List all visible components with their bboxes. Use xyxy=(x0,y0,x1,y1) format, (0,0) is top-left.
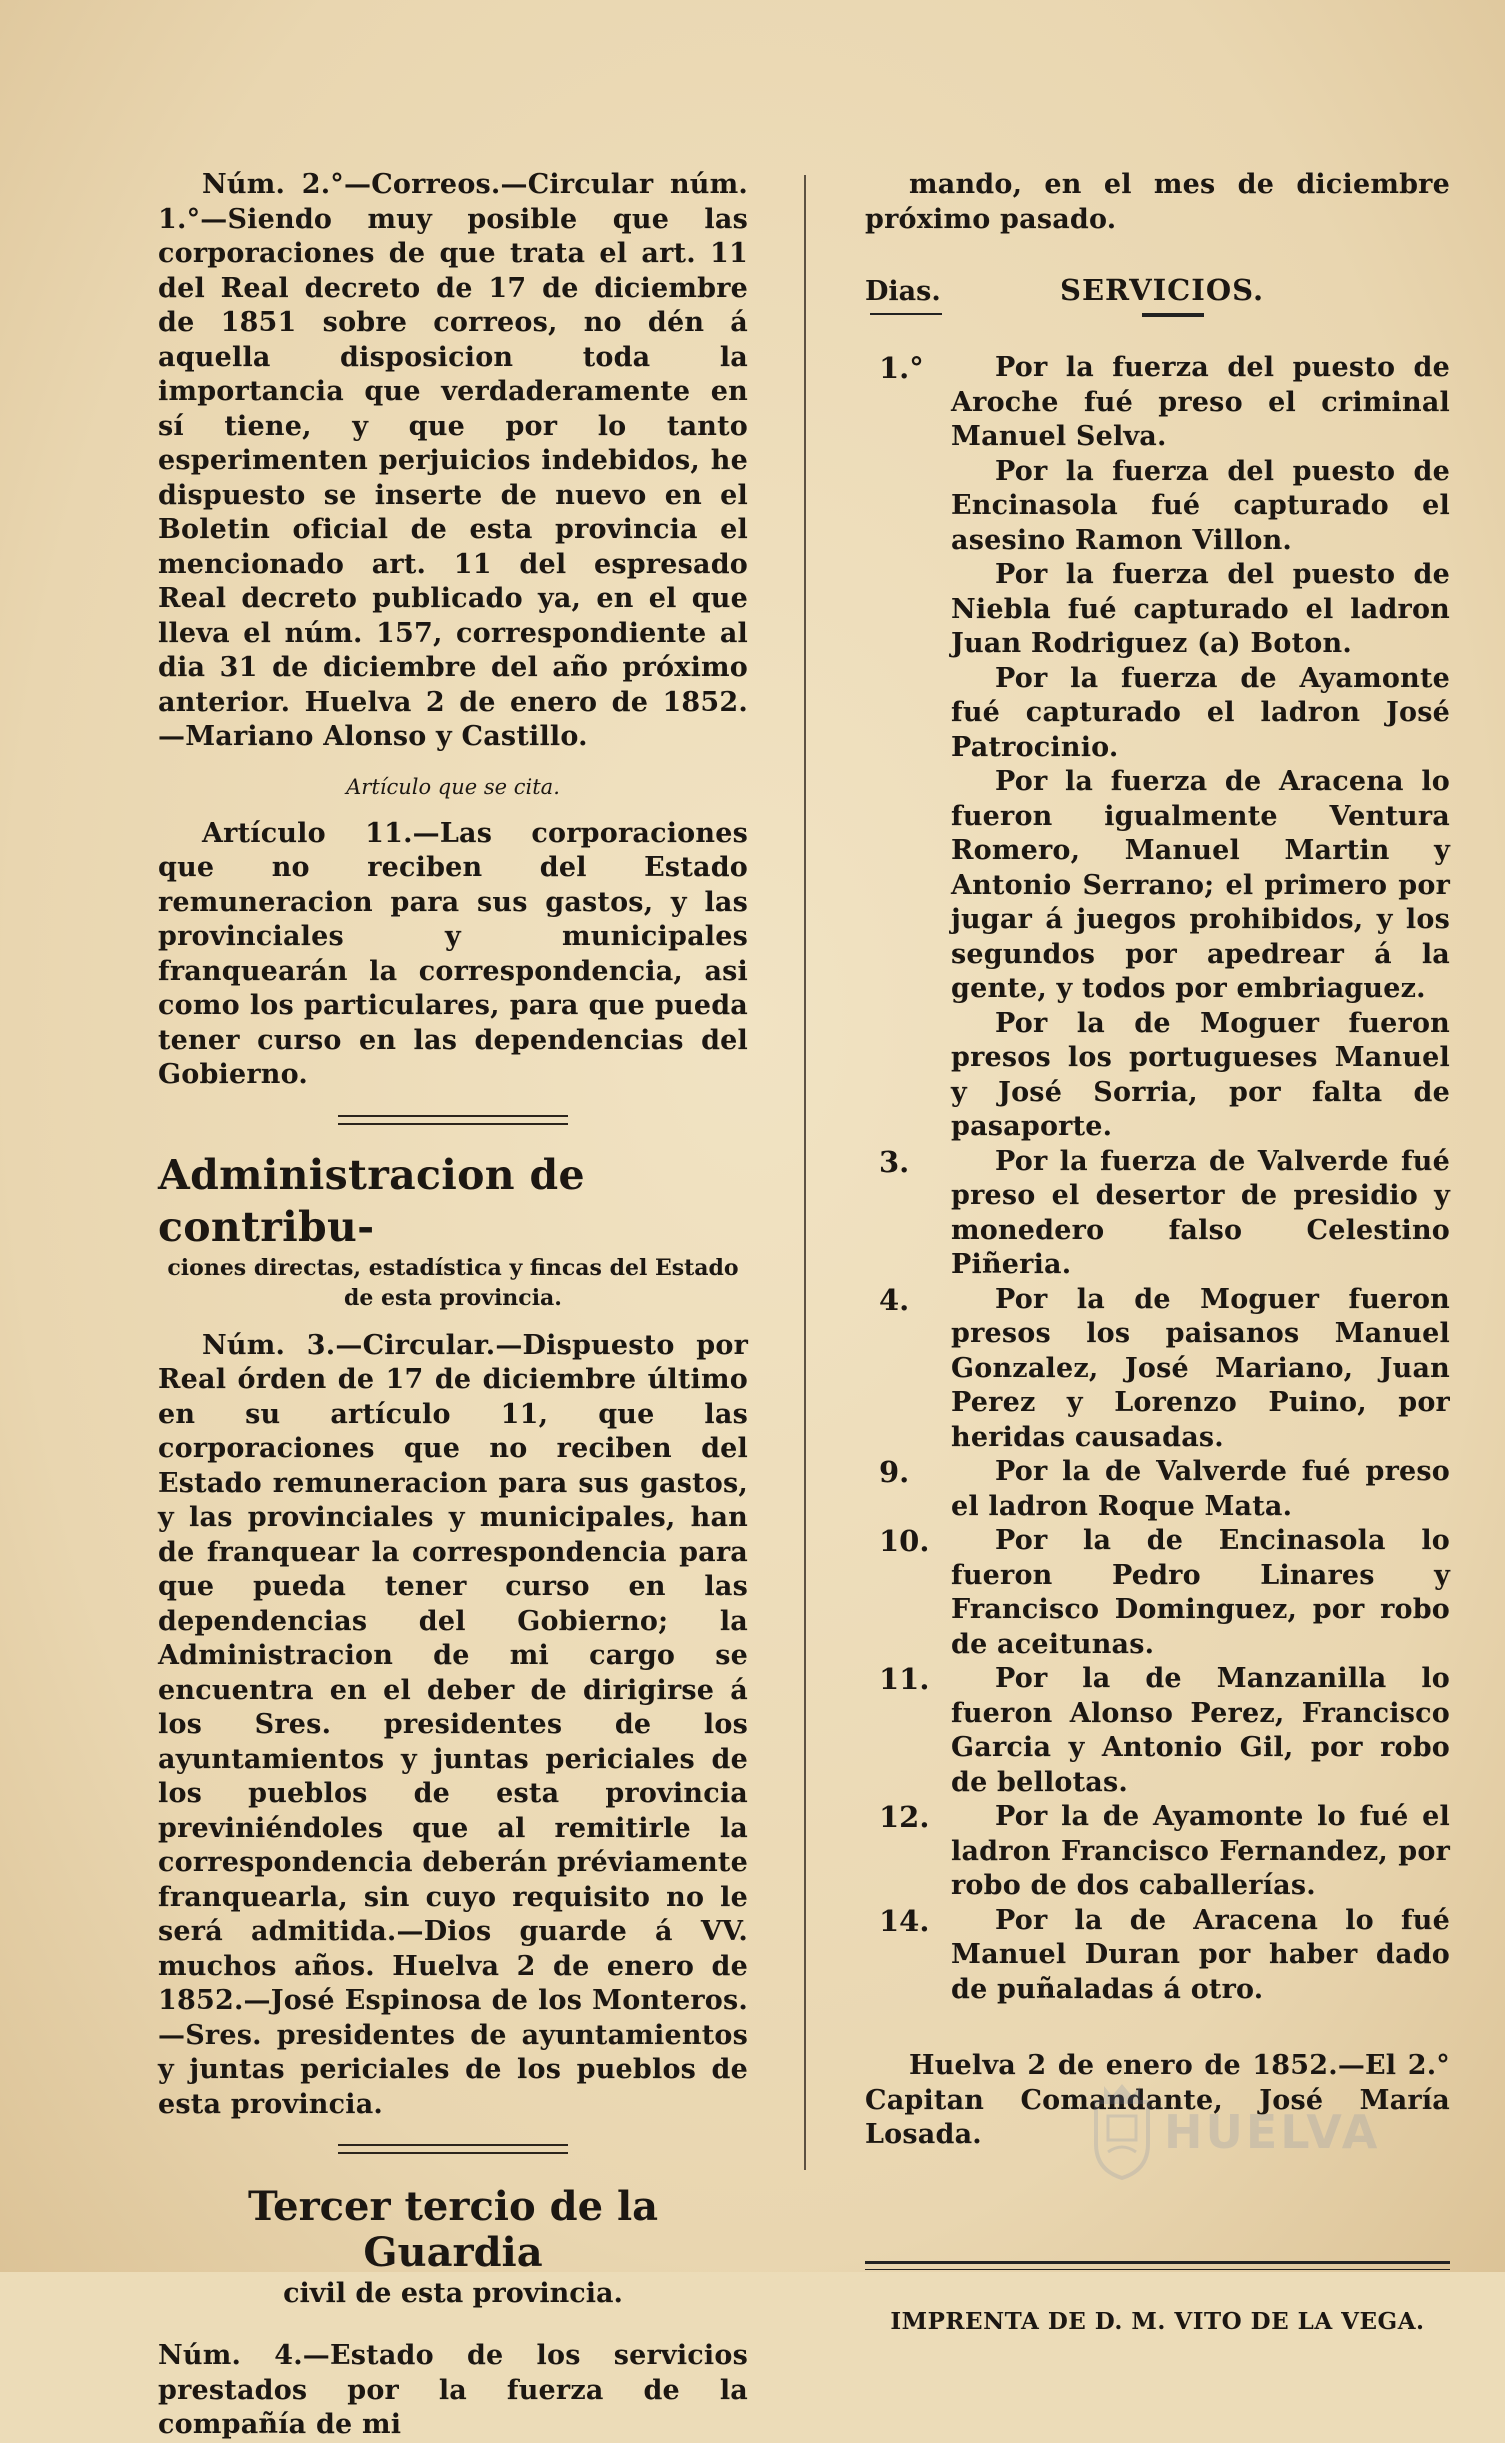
dias-label: Dias. xyxy=(865,276,941,307)
service-day xyxy=(865,1007,951,1145)
section-rule xyxy=(338,1115,568,1125)
articulo-caption: Artículo que se cita. xyxy=(346,774,560,799)
shield-crest-icon xyxy=(1090,2082,1154,2182)
footer-rule xyxy=(865,2261,1450,2270)
service-entry xyxy=(865,1662,1450,1800)
service-text: Por la de Encinasola lo fueron Pedro Linares y Francisco Dominguez, por robo de aceitunas. xyxy=(951,1525,1450,1660)
service-entry xyxy=(865,558,1450,662)
service-day: 14. xyxy=(879,1903,930,1938)
service-text: Por la de Manzanilla lo fueron Alonso Perez, Francisco Garcia y Antonio Gil, por robo de bellotas. xyxy=(951,1663,1450,1798)
service-day: 3. xyxy=(879,1144,910,1179)
service-entry xyxy=(865,1904,1450,2008)
service-day xyxy=(865,558,951,662)
service-text: Por la fuerza de Aracena lo fueron igualmente Ventura Romero, Manuel Martin y Antonio Serrano; el primero por jugar á juegos prohibidos, y los segundos por apedrear á la gente, y todos por embriaguez. xyxy=(951,766,1450,1004)
service-day: 1.° xyxy=(879,351,924,385)
printer-imprint: IMPRENTA DE D. M. VITO DE LA VEGA. xyxy=(890,2307,1425,2335)
service-entry xyxy=(865,1145,1450,1283)
correos-circular: Núm. 2.°—Correos.—Circular núm. 1.°—Siendo muy posible que las corporaciones de que trata el art. 11 del Real decreto de 17 de diciembre de 1851 sobre correos, no dén á aquella disposicion toda la importancia que verdaderamente en sí tiene, y que por lo tanto esperimenten perjuicios indebidos, he dispuesto se inserte de nuevo en el Boletin oficial de esta provincia el mencionado art. 11 del espresado Real decreto publicado ya, en el que lleva el núm. 157, correspondiente al dia 31 de diciembre del año próximo anterior. Huelva 2 de enero de 1852. —Mariano Alonso y Castillo. xyxy=(158,169,748,752)
header-underlines xyxy=(865,313,1450,317)
admin-subheading: ciones directas, estadística y fincas del Estado de esta provincia. xyxy=(167,1254,739,1311)
service-day xyxy=(865,765,951,1007)
left-column xyxy=(158,168,748,2443)
continuation-text: mando, en el mes de diciembre próximo pasado. xyxy=(865,169,1450,235)
huelva-watermark xyxy=(1090,2082,1380,2182)
service-text: Por la fuerza del puesto de Encinasola fué capturado el asesino Ramon Villon. xyxy=(951,455,1450,556)
servicios-underline xyxy=(1142,313,1204,317)
service-day xyxy=(865,662,951,766)
admin-heading: Administracion de contribu- xyxy=(158,1150,585,1251)
services-list xyxy=(865,351,1450,2007)
service-day: 11. xyxy=(879,1662,930,1696)
service-text: Por la de Aracena lo fué Manuel Duran por haber dado de puñaladas á otro. xyxy=(951,1904,1450,2005)
circular-3-text: Núm. 3.—Circular.—Dispuesto por Real órden de 17 de diciembre último en su artículo 11, que las corporaciones que no reciben del Estado remuneracion para sus gastos, y las provinciales y municipales, han de franquear la correspondencia para que pueda tener curso en las dependencias del Gobierno; la Administracion de mi cargo se encuentra en el deber de dirigirse á los Sres. presidentes de los ayuntamientos y juntas periciales de los pueblos de esta provincia previniéndoles que al remitirle la correspondencia deberán préviamente franquearla, sin cuyo requisito no le será admitida.—Dios guarde á VV. muchos años. Huelva 2 de enero de 1852.—José Espinosa de los Monteros.—Sres. presidentes de ayuntamientos y juntas periciales de los pueblos de esta provincia. xyxy=(158,1329,748,2120)
section-rule xyxy=(338,2144,568,2154)
service-day: 10. xyxy=(879,1524,930,1558)
service-text: Por la de Ayamonte lo fué el ladron Francisco Fernandez, por robo de dos caballerías. xyxy=(951,1801,1450,1901)
guardia-heading: Tercer tercio de la Guardia xyxy=(247,2183,659,2276)
service-text: Por la fuerza de Valverde fué preso el desertor de presidio y monedero falso Celestino Piñeria. xyxy=(951,1145,1450,1280)
service-text: Por la fuerza del puesto de Aroche fué preso el criminal Manuel Selva. xyxy=(951,352,1450,452)
signoff-text: Huelva 2 de enero de 1852.—El 2.° Capitan Comandante, José María Losada. xyxy=(865,2050,1450,2150)
service-day: 4. xyxy=(879,1282,910,1317)
dias-underline xyxy=(870,313,942,317)
service-entry xyxy=(865,1455,1450,1524)
guardia-subheading: civil de esta provincia. xyxy=(283,2278,623,2309)
service-day: 9. xyxy=(879,1455,910,1489)
service-day xyxy=(865,455,951,559)
num-4-text: Núm. 4.—Estado de los servicios prestados por la fuerza de la compañía de mi xyxy=(158,2340,748,2440)
servicios-label: SERVICIOS. xyxy=(1060,273,1265,307)
service-entry xyxy=(865,1283,1450,1456)
service-text: Por la de Moguer fueron presos los paisanos Manuel Gonzalez, José Mariano, Juan Perez y Lorenzo Puino, por heridas causadas. xyxy=(951,1283,1450,1453)
service-entry xyxy=(865,662,1450,766)
service-entry xyxy=(865,351,1450,455)
service-text: Por la de Moguer fueron presos los portugueses Manuel y José Sorria, por falta de pasaporte. xyxy=(951,1007,1450,1142)
column-divider xyxy=(804,175,806,2170)
service-text: Por la fuerza de Ayamonte fué capturado el ladron José Patrocinio. xyxy=(951,662,1450,763)
service-entry xyxy=(865,1800,1450,1904)
right-column xyxy=(865,168,1450,2335)
services-header xyxy=(865,273,1450,307)
service-text: Por la de Valverde fué preso el ladron Roque Mata. xyxy=(951,1456,1450,1522)
service-entry xyxy=(865,765,1450,1007)
watermark-text: HUELVA xyxy=(1164,2105,1381,2159)
service-entry xyxy=(865,1524,1450,1662)
service-entry xyxy=(865,455,1450,559)
service-entry xyxy=(865,1007,1450,1145)
service-text: Por la fuerza del puesto de Niebla fué capturado el ladron Juan Rodriguez (a) Boton. xyxy=(951,559,1450,659)
service-day: 12. xyxy=(879,1800,930,1834)
articulo-11-text: Artículo 11.—Las corporaciones que no reciben del Estado remuneracion para sus gastos, y las provinciales y municipales franquearán la correspondencia, asi como los particulares, para que pueda tener curso en las dependencias del Gobierno. xyxy=(158,817,748,1090)
